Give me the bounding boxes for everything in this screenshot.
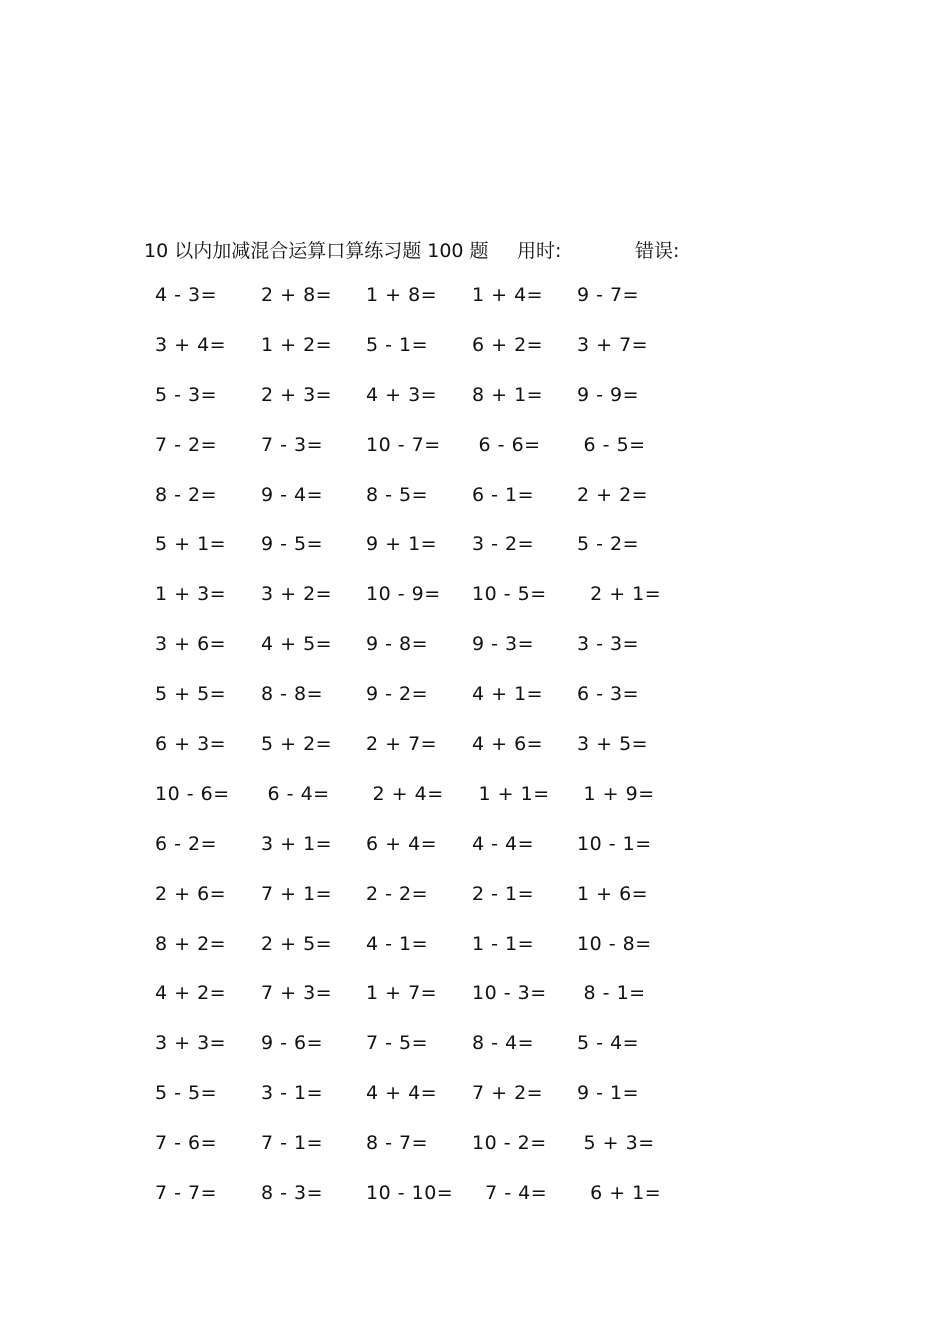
arithmetic-problem: 2 + 7=: [366, 733, 438, 756]
arithmetic-problem: 7 - 2=: [155, 433, 218, 456]
arithmetic-problem: 9 - 6=: [261, 1032, 324, 1055]
arithmetic-problem: 3 + 7=: [577, 333, 649, 356]
arithmetic-problem: 3 + 3=: [155, 1032, 227, 1055]
arithmetic-problem: 5 - 4=: [577, 1032, 640, 1055]
arithmetic-problem: 4 - 4=: [472, 832, 535, 855]
arithmetic-problem: 7 - 5=: [366, 1032, 429, 1055]
errors-label: 错误:: [635, 240, 680, 262]
arithmetic-problem: 8 + 1=: [472, 383, 544, 406]
arithmetic-problem: 10 - 3=: [472, 982, 547, 1005]
arithmetic-problem: 8 - 5=: [366, 483, 429, 506]
arithmetic-problem: 2 - 1=: [472, 882, 535, 905]
arithmetic-problem: 1 + 2=: [261, 333, 333, 356]
arithmetic-problem: 6 - 2=: [155, 832, 218, 855]
arithmetic-problem: 9 + 1=: [366, 533, 438, 556]
arithmetic-problem: 5 + 3=: [577, 1132, 655, 1155]
arithmetic-problem: 3 + 5=: [577, 733, 649, 756]
problem-row: [0, 1082, 950, 1132]
arithmetic-problem: 9 - 9=: [577, 383, 640, 406]
problem-row: [0, 783, 950, 833]
arithmetic-problem: 2 + 4=: [366, 782, 444, 805]
problem-grid: [0, 284, 950, 1232]
arithmetic-problem: 1 + 9=: [577, 782, 655, 805]
arithmetic-problem: 3 - 3=: [577, 633, 640, 656]
arithmetic-problem: 9 - 8=: [366, 633, 429, 656]
arithmetic-problem: 1 + 4=: [472, 284, 544, 306]
arithmetic-problem: 5 - 2=: [577, 533, 640, 556]
arithmetic-problem: 3 + 6=: [155, 633, 227, 656]
problem-row: [0, 533, 950, 583]
arithmetic-problem: 5 - 1=: [366, 333, 429, 356]
problem-row: [0, 384, 950, 434]
arithmetic-problem: 3 + 4=: [155, 333, 227, 356]
arithmetic-problem: 6 + 3=: [155, 733, 227, 756]
arithmetic-problem: 3 - 2=: [472, 533, 535, 556]
problem-row: [0, 1132, 950, 1182]
arithmetic-problem: 10 - 10=: [366, 1182, 454, 1205]
arithmetic-problem: 8 - 8=: [261, 683, 324, 706]
problem-row: [0, 334, 950, 384]
arithmetic-problem: 2 + 2=: [577, 483, 649, 506]
arithmetic-problem: 10 - 8=: [577, 932, 652, 955]
arithmetic-problem: 4 - 3=: [155, 284, 218, 306]
arithmetic-problem: 4 + 3=: [366, 383, 438, 406]
arithmetic-problem: 2 + 6=: [155, 882, 227, 905]
arithmetic-problem: 7 - 4=: [472, 1182, 548, 1205]
arithmetic-problem: 5 - 3=: [155, 383, 218, 406]
arithmetic-problem: 4 + 5=: [261, 633, 333, 656]
problem-row: [0, 883, 950, 933]
arithmetic-problem: 6 - 6=: [472, 433, 541, 456]
arithmetic-problem: 5 + 1=: [155, 533, 227, 556]
arithmetic-problem: 4 + 4=: [366, 1082, 438, 1105]
arithmetic-problem: 6 + 2=: [472, 333, 544, 356]
arithmetic-problem: 3 - 1=: [261, 1082, 324, 1105]
arithmetic-problem: 1 + 6=: [577, 882, 649, 905]
time-used-label: 用时:: [517, 240, 562, 262]
arithmetic-problem: 7 - 6=: [155, 1132, 218, 1155]
arithmetic-problem: 4 - 1=: [366, 932, 429, 955]
arithmetic-problem: 4 + 1=: [472, 683, 544, 706]
arithmetic-problem: 7 + 1=: [261, 882, 333, 905]
problem-row: [0, 982, 950, 1032]
arithmetic-problem: 10 - 7=: [366, 433, 441, 456]
arithmetic-problem: 8 - 3=: [261, 1182, 324, 1205]
problem-row: [0, 1182, 950, 1232]
arithmetic-problem: 2 + 3=: [261, 383, 333, 406]
arithmetic-problem: 5 + 2=: [261, 733, 333, 756]
arithmetic-problem: 1 + 7=: [366, 982, 438, 1005]
arithmetic-problem: 9 - 1=: [577, 1082, 640, 1105]
arithmetic-problem: 7 + 2=: [472, 1082, 544, 1105]
arithmetic-problem: 8 - 4=: [472, 1032, 535, 1055]
arithmetic-problem: 10 - 5=: [472, 583, 547, 606]
arithmetic-problem: 2 - 2=: [366, 882, 429, 905]
problem-row: [0, 284, 950, 334]
arithmetic-problem: 9 - 2=: [366, 683, 429, 706]
arithmetic-problem: 7 - 3=: [261, 433, 324, 456]
arithmetic-problem: 10 - 2=: [472, 1132, 547, 1155]
arithmetic-problem: 9 - 5=: [261, 533, 324, 556]
arithmetic-problem: 1 - 1=: [472, 932, 535, 955]
arithmetic-problem: 1 + 1=: [472, 782, 550, 805]
problem-row: [0, 833, 950, 883]
arithmetic-problem: 1 + 3=: [155, 583, 227, 606]
arithmetic-problem: 1 + 8=: [366, 284, 438, 306]
arithmetic-problem: 2 + 5=: [261, 932, 333, 955]
problem-row: [0, 1032, 950, 1082]
arithmetic-problem: 6 + 4=: [366, 832, 438, 855]
arithmetic-problem: 7 - 1=: [261, 1132, 324, 1155]
arithmetic-problem: 7 + 3=: [261, 982, 333, 1005]
arithmetic-problem: 8 + 2=: [155, 932, 227, 955]
arithmetic-problem: 6 - 4=: [261, 782, 330, 805]
arithmetic-problem: 5 - 5=: [155, 1082, 218, 1105]
arithmetic-problem: 5 + 5=: [155, 683, 227, 706]
worksheet-title: 10 以内加减混合运算口算练习题 100 题: [144, 240, 489, 262]
arithmetic-problem: 2 + 8=: [261, 284, 333, 306]
arithmetic-problem: 10 - 9=: [366, 583, 441, 606]
arithmetic-problem: 9 - 4=: [261, 483, 324, 506]
problem-row: [0, 434, 950, 484]
arithmetic-problem: 4 + 6=: [472, 733, 544, 756]
problem-row: [0, 683, 950, 733]
arithmetic-problem: 8 - 2=: [155, 483, 218, 506]
arithmetic-problem: 10 - 6=: [155, 782, 230, 805]
problem-row: [0, 583, 950, 633]
problem-row: [0, 933, 950, 983]
arithmetic-problem: 9 - 7=: [577, 284, 640, 306]
problem-row: [0, 484, 950, 534]
arithmetic-problem: 8 - 1=: [577, 982, 646, 1005]
arithmetic-problem: 3 + 1=: [261, 832, 333, 855]
arithmetic-problem: 10 - 1=: [577, 832, 652, 855]
arithmetic-problem: 4 + 2=: [155, 982, 227, 1005]
arithmetic-problem: 8 - 7=: [366, 1132, 429, 1155]
arithmetic-problem: 2 + 1=: [577, 583, 662, 606]
arithmetic-problem: 7 - 7=: [155, 1182, 218, 1205]
arithmetic-problem: 6 - 5=: [577, 433, 646, 456]
arithmetic-problem: 6 - 1=: [472, 483, 535, 506]
arithmetic-problem: 9 - 3=: [472, 633, 535, 656]
arithmetic-problem: 6 + 1=: [577, 1182, 662, 1205]
worksheet-header: [0, 236, 950, 264]
problem-row: [0, 733, 950, 783]
problem-row: [0, 633, 950, 683]
arithmetic-problem: 3 + 2=: [261, 583, 333, 606]
arithmetic-problem: 6 - 3=: [577, 683, 640, 706]
